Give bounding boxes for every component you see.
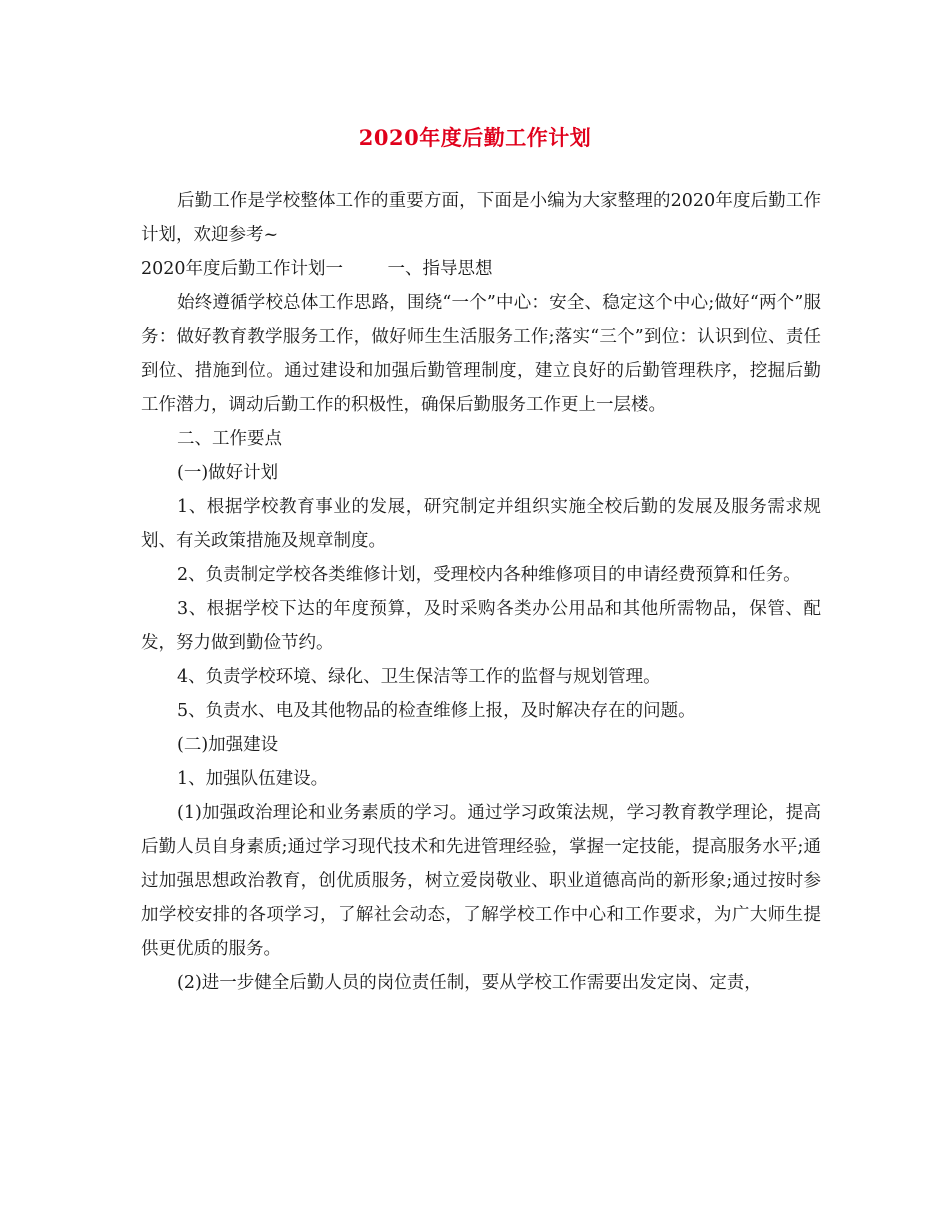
document-title: 2020年度后勤工作计划 bbox=[358, 125, 592, 150]
list-item: (2)进一步健全后勤人员的岗位责任制，要从学校工作需要出发定岗、定责， bbox=[177, 973, 762, 993]
guiding-thought-paragraph: 始终遵循学校总体工作思路，围绕“一个”中心：安全、稳定这个中心;做好“两个”服务：做好教育教学服务工作，做好师生生活服务工作;落实“三个”到位：认识到位、责任到位、措施到位。通过建设和加强后勤管理制度，建立良好的后勤管理秩序，挖掘后勤工作潜力，调动后勤工作的积极性，确保后勤服务工作更上一层楼。 bbox=[141, 293, 821, 415]
list-item: 5、负责水、电及其他物品的检查维修上报，及时解决存在的问题。 bbox=[177, 701, 696, 721]
list-item: 3、根据学校下达的年度预算，及时采购各类办公用品和其他所需物品，保管、配发，努力做到勤俭节约。 bbox=[141, 599, 821, 653]
list-item: 1、根据学校教育事业的发展，研究制定并组织实施全校后勤的发展及服务需求规划、有关政策措施及规章制度。 bbox=[141, 497, 821, 551]
list-item: 4、负责学校环境、绿化、卫生保洁等工作的监督与规划管理。 bbox=[177, 667, 661, 687]
list-item: 1、加强队伍建设。 bbox=[177, 769, 329, 789]
list-item: 2、负责制定学校各类维修计划，受理校内各种维修项目的申请经费预算和任务。 bbox=[177, 565, 801, 585]
subsection-heading-planning: (一)做好计划 bbox=[177, 463, 279, 483]
list-item: (1)加强政治理论和业务素质的学习。通过学习政策法规，学习教育教学理论，提高后勤人员自身素质;通过学习现代技术和先进管理经验，掌握一定技能，提高服务水平;通过加强思想政治教育，创优质服务，树立爱岗敬业、职业道德高尚的新形象;通过按时参加学校安排的各项学习，了解社会动态，了解学校工作中心和工作要求，为广大师生提供更优质的服务。 bbox=[141, 803, 821, 959]
document-body bbox=[141, 184, 821, 1000]
intro-paragraph: 后勤工作是学校整体工作的重要方面，下面是小编为大家整理的2020年度后勤工作计划，欢迎参考~ bbox=[141, 191, 821, 245]
plan-heading-line: 2020年度后勤工作计划一 一、指导思想 bbox=[141, 259, 493, 279]
section-heading-work-points: 二、工作要点 bbox=[177, 429, 282, 449]
subsection-heading-construction: (二)加强建设 bbox=[177, 735, 279, 755]
